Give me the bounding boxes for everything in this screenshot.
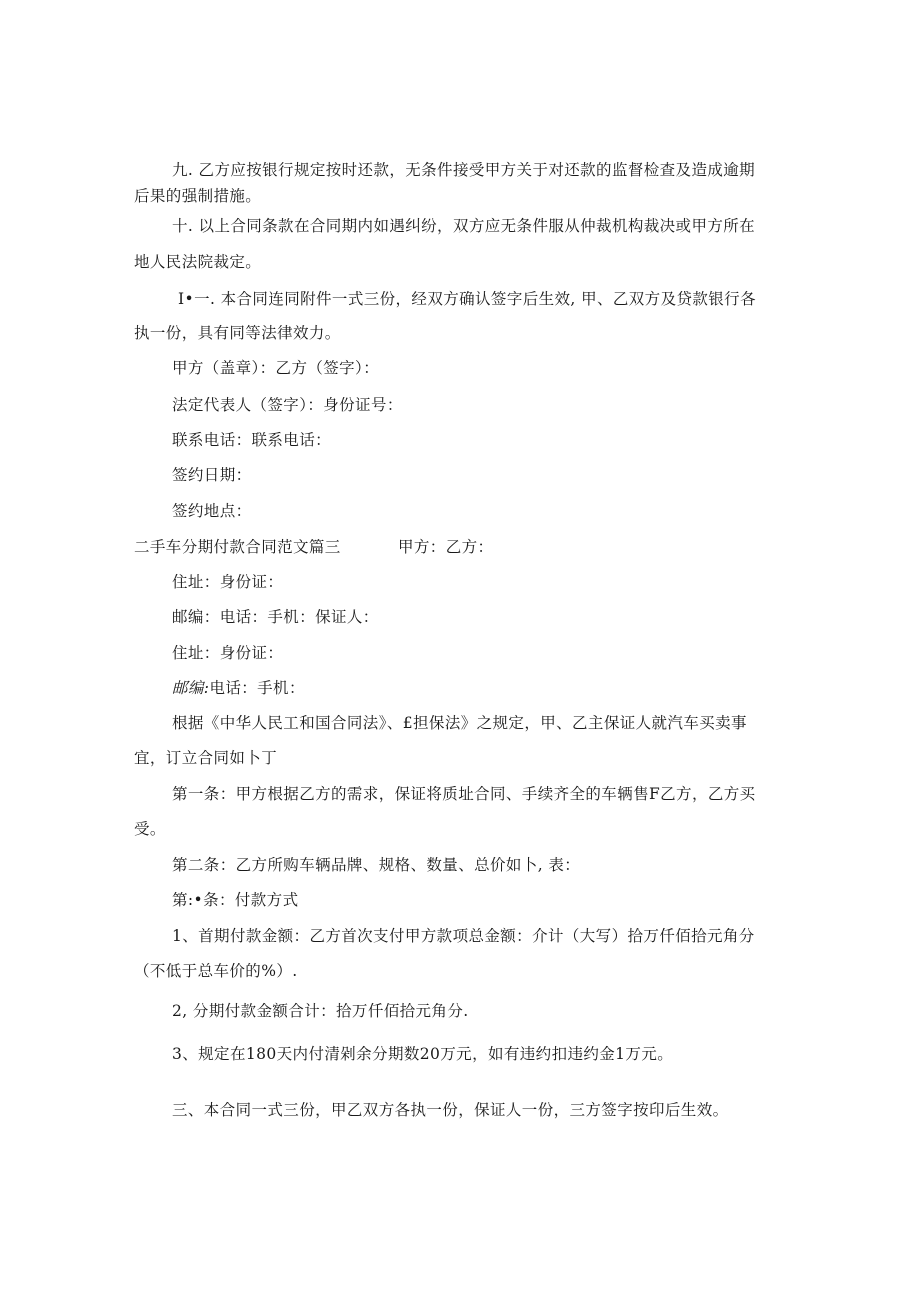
article-1-line-2: 受。	[134, 820, 166, 838]
contact-phones: 联系电话：联系电话：	[172, 431, 332, 449]
address-line-1: 住址：身份证：	[172, 573, 284, 591]
clause-10-line-1: 十. 以上合同条款在合同期内如遇纠纷，双方应无条件服从仲裁机构裁决或甲方所在	[172, 217, 756, 235]
payment-1-line-1: 1、首期付款金额：乙方首次支付甲方款项总金额：介计（大写）拾万仟佰拾元角分	[172, 927, 755, 945]
payment-1-line-2: （不低于总车价的%）.	[134, 962, 298, 980]
section-title: 二手车分期付款合同范文篇三	[134, 538, 341, 556]
article-1-line-1: 第一条：甲方根据乙方的需求，保证将质址合同、手续齐全的车辆售F乙方，乙方买	[172, 785, 756, 803]
address-line-2: 住址：身份证：	[172, 644, 284, 662]
section-parties: 甲方：乙方：	[398, 538, 494, 556]
basis-line-2: 宜，订立合同如卜丁	[134, 749, 278, 767]
sign-parties: 甲方（盖章）：乙方（签字）：	[172, 359, 380, 377]
sign-date: 签约日期：	[172, 466, 252, 484]
article-3-heading: 第:•条：付款方式	[172, 891, 299, 909]
payment-2: 2, 分期付款金额合计：拾万仟佰拾元角分.	[172, 1002, 469, 1020]
final-clause: 三、本合同一式三份，甲乙双方各执一份，保证人一份，三方签字按印后生效。	[172, 1101, 729, 1119]
basis-line-1: 根据《中华人民工和国合同法》、£担保法》之规定，甲、乙主保证人就汽车买卖事	[172, 714, 747, 732]
postcode-rest: 电话：手机：	[209, 679, 305, 697]
sign-place: 签约地点：	[172, 502, 252, 520]
payment-3: 3、规定在180天内付清剁余分期数20万元，如有违约扣违约金1万元。	[172, 1045, 674, 1063]
postcode-label: 邮编:	[172, 679, 210, 697]
postcode-line-2	[172, 677, 305, 699]
legal-representative: 法定代表人（签字）：身份证号：	[172, 396, 403, 414]
clause-9-line-2: 后果的强制措施。	[134, 187, 262, 205]
clause-10-line-2: 地人民法院裁定。	[134, 253, 262, 271]
clause-9-line-1: 九. 乙方应按银行规定按时还款，无条件接受甲方关于对还款的监督检查及造成逾期	[172, 161, 756, 179]
clause-11-line-2: 执一份，具有同等法律效力。	[134, 324, 341, 342]
postcode-line-1: 邮编：电话：手机：保证人：	[172, 608, 379, 626]
article-2: 第二条：乙方所购车辆品牌、规格、数量、总价如卜, 表：	[172, 856, 581, 874]
clause-11-line-1: I•一. 本合同连同附件一式三份，经双方确认签字后生效, 甲、乙双方及贷款银行各	[178, 290, 756, 308]
